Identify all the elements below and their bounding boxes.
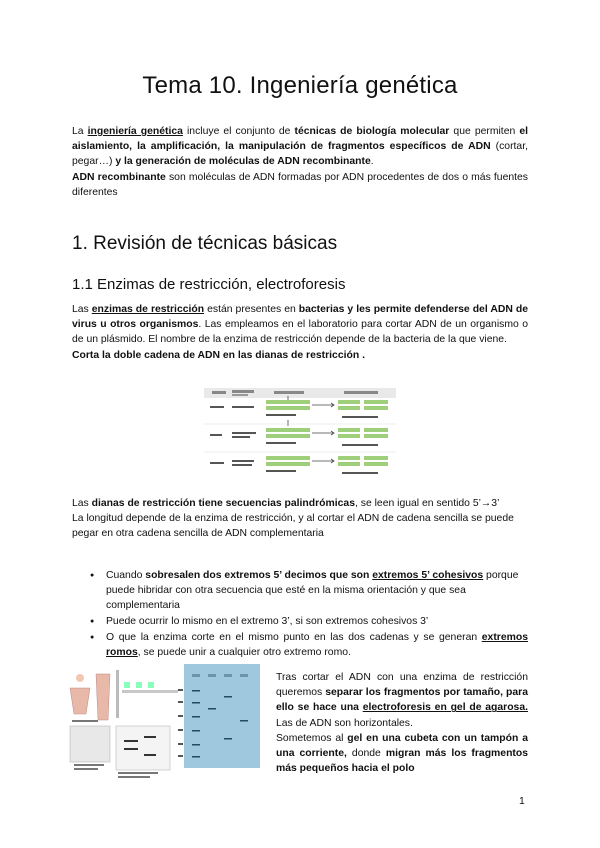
text-run: . Las empleamos en el laboratorio para cortar ADN de un organismo o de un plásmido. El nombre de la enzima de restricción depende de la bacteria de la que viene. <box>72 319 528 346</box>
text-run: Corta la doble cadena de ADN en las dianas de restricción . <box>72 349 365 361</box>
text-run: Cuando <box>106 570 146 581</box>
text-run: migran más los fragmentos más pequeños hacia el polo <box>276 748 529 775</box>
document-title: Tema 10. Ingeniería genética <box>142 72 458 99</box>
electrophoresis-paragraph-1 <box>276 670 528 731</box>
text-run: incluye el conjunto de <box>182 126 295 137</box>
text-run: bacterias y les permite defenderse del ADN de virus u otros organismos <box>72 304 529 331</box>
ends-list <box>90 568 528 661</box>
intro-paragraph-2 <box>72 170 528 200</box>
text-run: , se puede unir a cualquier otro extremo romo. <box>137 647 351 658</box>
text-run: (cortar, pegar…) <box>72 141 528 168</box>
text-run: Tras cortar el ADN con una enzima de restricción queremos <box>276 672 528 699</box>
electrophoresis-text <box>276 670 528 776</box>
text-run: Las <box>72 304 92 315</box>
text-run: porque puede hibridar con otra secuencia que esté en la misma orientación y que sea complementaria <box>106 570 519 611</box>
text-run: son moléculas de ADN formadas por ADN procedentes de dos o más fuentes diferentes <box>72 171 529 198</box>
electrophoresis-figure <box>66 660 260 782</box>
text-run: están presentes en <box>204 304 299 315</box>
text-run: donde <box>346 748 386 760</box>
text-run: dianas de restricción tiene secuencias palindrómicas <box>91 498 355 509</box>
intro-block <box>72 124 528 200</box>
enzymes-block <box>72 302 528 363</box>
text-run: el aislamiento, la amplificación, la manipulación de fragmentos específicos de ADN <box>72 126 528 153</box>
text-run: La longitud depende de la enzima de restricción, y al cortar el ADN de cadena sencilla se puede pegar en otra cadena sencilla de ADN complementaria <box>72 513 514 540</box>
text-run: , se leen igual en sentido 5’→3’ <box>354 498 500 509</box>
enzymes-paragraph <box>72 302 528 348</box>
text-run: electroforesis en gel de agarosa. <box>362 702 528 714</box>
section-heading: 1. Revisión de técnicas básicas <box>72 233 338 254</box>
text-run: O que la enzima corte en el mismo punto en las dos cadenas y se generan <box>106 632 482 643</box>
text-run: que permiten <box>449 126 520 137</box>
text-run: extremos 5’ cohesivos <box>372 570 484 581</box>
restriction-enzymes-figure <box>204 388 396 484</box>
list-item <box>90 614 528 629</box>
subsection-heading: 1.1 Enzimas de restricción, electroforesis <box>72 276 346 293</box>
length-paragraph <box>72 511 528 541</box>
cut-sentence <box>72 348 528 363</box>
text-run: ingeniería genética <box>87 126 183 137</box>
text-run: enzimas de restricción <box>91 304 205 315</box>
text-run: extremos romos <box>106 632 528 658</box>
list-item <box>90 630 528 660</box>
intro-paragraph-1 <box>72 124 528 170</box>
palindrome-paragraph <box>72 496 528 511</box>
electrophoresis-paragraph-2 <box>276 731 528 777</box>
text-run: La <box>72 126 88 137</box>
text-run: sobresalen dos extremos 5’ decimos que son <box>145 570 373 581</box>
text-run: Las <box>72 498 92 509</box>
text-run: ADN recombinante <box>72 171 166 183</box>
text-run: . <box>370 156 374 168</box>
page-number: 1 <box>519 796 525 807</box>
text-run: gel en una cubeta con un tampón a una corriente, <box>276 732 528 760</box>
list-item <box>90 568 528 613</box>
text-run: y la generación de moléculas de ADN recombinante <box>115 156 371 168</box>
text-run: Las de ADN son horizontales. <box>276 717 413 729</box>
text-run: Sometemos al <box>276 732 348 744</box>
text-run: separar los fragmentos por tamaño, para ello se hace una <box>276 687 528 714</box>
text-run: técnicas de biología molecular <box>294 126 450 137</box>
palindrome-block <box>72 496 528 542</box>
text-run: Puede ocurrir lo mismo en el extremo 3’, si son extremos cohesivos 3’ <box>106 616 429 627</box>
